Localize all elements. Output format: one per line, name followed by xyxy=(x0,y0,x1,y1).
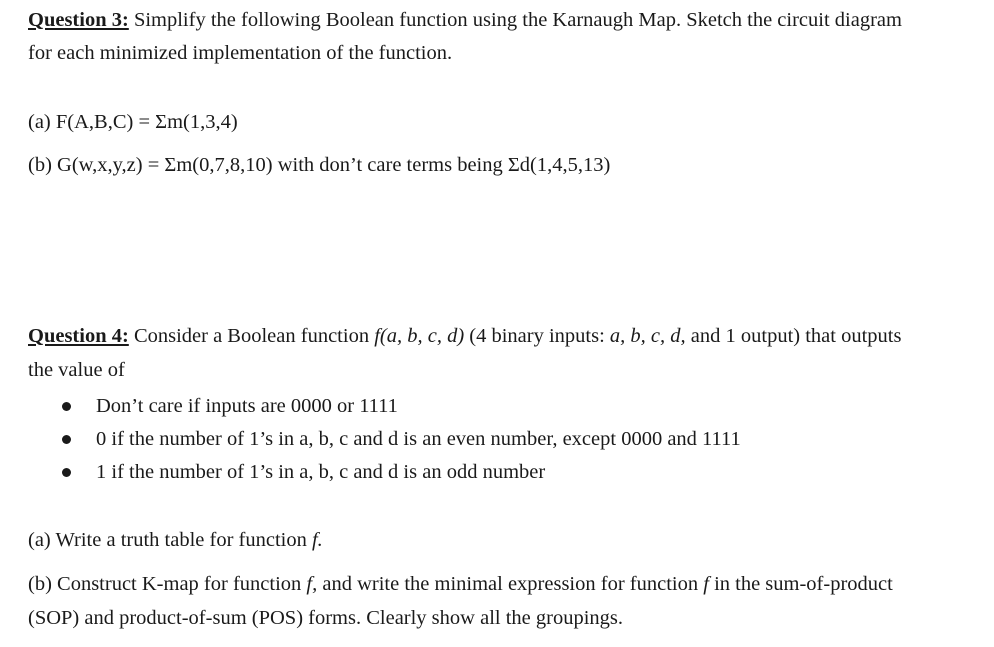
bullet-dot-icon xyxy=(62,435,71,444)
question-4-part-b-post: in the sum-of-product xyxy=(708,573,893,595)
question-4-part-b-func2: f xyxy=(703,573,709,595)
question-4-intro-pre: Consider a Boolean function xyxy=(128,325,375,347)
question-3-line-1 xyxy=(28,10,902,31)
bullet-dot-icon xyxy=(62,402,71,411)
question-4-intro-mid: (4 binary inputs: xyxy=(464,325,610,347)
question-3-line-2: for each minimized implementation of the function. xyxy=(28,42,453,64)
bullet-text: 0 if the number of 1’s in a, b, c and d is an even number, except 0000 and 1111 xyxy=(96,428,741,450)
question-4-part-b-func1: f, xyxy=(306,573,318,595)
question-4-part-a-text: (a) Write a truth table for function xyxy=(28,529,312,551)
question-4-intro-vars: a, b, c, d, xyxy=(609,325,686,347)
question-4-part-a xyxy=(28,530,323,551)
question-4-part-b-line-2: (SOP) and product-of-sum (POS) forms. Clearly show all the groupings. xyxy=(28,607,624,629)
bullet-text: Don’t care if inputs are 0000 or 1111 xyxy=(96,395,398,417)
question-4-intro-func: f(a, b, c, d) xyxy=(374,325,465,347)
question-4-part-b-mid: and write the minimal expression for function xyxy=(317,573,704,595)
bullet-text: 1 if the number of 1’s in a, b, c and d is an odd number xyxy=(96,461,546,483)
question-4-part-b-line-1 xyxy=(28,574,893,595)
bullet-dot-icon xyxy=(62,468,71,477)
question-4-line-1 xyxy=(28,326,901,347)
question-4-intro-post: and 1 output) that outputs xyxy=(685,325,902,347)
question-3-part-a: (a) F(A,B,C) = Σm(1,3,4) xyxy=(28,111,238,133)
question-4-part-a-func: f. xyxy=(311,529,323,551)
question-3-text-1: Simplify the following Boolean function using the Karnaugh Map. Sketch the circuit diagram xyxy=(128,9,902,31)
question-4-line-2: the value of xyxy=(28,359,125,381)
question-4-label: Question 4: xyxy=(28,325,129,347)
question-3-label: Question 3: xyxy=(28,9,129,31)
question-3-part-b: (b) G(w,x,y,z) = Σm(0,7,8,10) with don’t care terms being Σd(1,4,5,13) xyxy=(28,154,611,176)
question-4-part-b-pre: (b) Construct K-map for function xyxy=(28,573,307,595)
